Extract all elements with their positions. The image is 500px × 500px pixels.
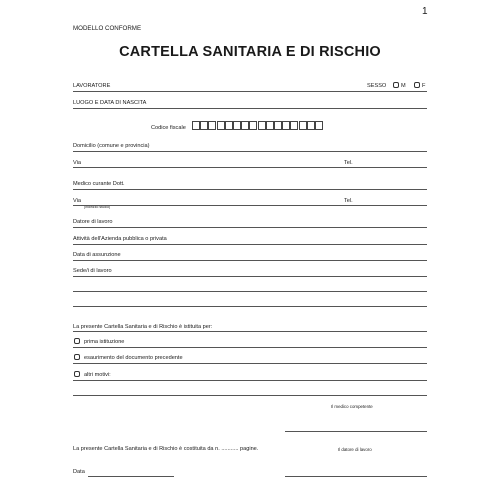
esaurimento-checkbox[interactable]: [74, 354, 80, 360]
domicilio-label: Domicilio (comune e provincia): [73, 143, 150, 149]
attivita-label: Attività dell'Azienda pubblica o privata: [73, 236, 167, 242]
codice-fiscale-char-box[interactable]: [233, 121, 241, 130]
pagine-text: pagine.: [240, 446, 259, 452]
esaurimento-label: esaurimento del documento precedente: [84, 355, 183, 361]
codice-fiscale-char-box[interactable]: [249, 121, 257, 130]
codice-fiscale-char-box[interactable]: [274, 121, 282, 130]
via-studio-label: Via: [73, 198, 81, 204]
codice-fiscale-char-box[interactable]: [241, 121, 249, 130]
via-label: Via: [73, 160, 81, 166]
lavoratore-label: LAVORATORE: [73, 83, 111, 89]
costituita-text: La presente Cartella Sanitaria e di Rischio è costituita da n.: [73, 446, 220, 452]
codice-fiscale-char-box[interactable]: [208, 121, 216, 130]
sede-line-2: [73, 291, 427, 292]
via-line: [73, 167, 427, 168]
datore-signature-line[interactable]: [285, 476, 427, 477]
datore-lavoro-label: Il datore di lavoro: [338, 447, 372, 452]
data-assunzione-label: Data di assunzione: [73, 252, 121, 258]
medico-curante-label: Medico curante Dott.: [73, 181, 125, 187]
istituzione-intro: La presente Cartella Sanitaria e di Rischio è istituita per:: [73, 324, 213, 330]
sede-label: Sede/i di lavoro: [73, 268, 112, 274]
luogo-data-line: [73, 108, 427, 109]
model-label: MODELLO CONFORME: [73, 25, 142, 32]
datore-label: Datore di lavoro: [73, 219, 113, 225]
istituzione-line: [73, 331, 427, 332]
codice-fiscale-char-box[interactable]: [217, 121, 225, 130]
lavoratore-line: [73, 91, 427, 92]
prima-istituzione-line: [73, 347, 427, 348]
indirizzo-studio-label: (indirizzo studio): [84, 205, 111, 209]
altri-motivi-checkbox[interactable]: [74, 371, 80, 377]
sesso-label: SESSO: [367, 83, 387, 89]
document-title: CARTELLA SANITARIA E DI RISCHIO: [119, 44, 381, 60]
prima-istituzione-checkbox[interactable]: [74, 338, 80, 344]
data-assunzione-line: [73, 260, 427, 261]
sex-f-label: F: [422, 83, 426, 89]
medico-signature-line[interactable]: [285, 431, 427, 432]
domicilio-line: [73, 151, 427, 152]
luogo-data-label: LUOGO E DATA DI NASCITA: [73, 100, 147, 106]
codice-fiscale-char-box[interactable]: [225, 121, 233, 130]
esaurimento-line: [73, 363, 427, 364]
codice-fiscale-char-box[interactable]: [266, 121, 274, 130]
sede-line-1: [73, 276, 427, 277]
codice-fiscale-char-box[interactable]: [315, 121, 323, 130]
codice-fiscale-label: Codice fiscale: [151, 125, 186, 131]
medico-competente-label: Il medico competente: [331, 404, 373, 409]
tel-studio-label: Tel.: [344, 198, 353, 204]
pages-blank[interactable]: ...........: [221, 446, 239, 452]
prima-istituzione-label: prima istituzione: [84, 339, 125, 345]
codice-fiscale-char-box[interactable]: [192, 121, 200, 130]
data-label: Data: [73, 469, 85, 475]
codice-fiscale-char-box[interactable]: [282, 121, 290, 130]
tel-label: Tel.: [344, 160, 353, 166]
altri-motivi-line: [73, 380, 427, 381]
codice-fiscale-char-box[interactable]: [200, 121, 208, 130]
datore-line: [73, 227, 427, 228]
sex-m-checkbox[interactable]: [393, 82, 399, 88]
via-studio-line: [73, 205, 427, 206]
data-line[interactable]: [88, 476, 174, 477]
codice-fiscale-char-box[interactable]: [299, 121, 307, 130]
sede-line-3: [73, 306, 427, 307]
sex-m-label: M: [401, 83, 406, 89]
codice-fiscale-char-box[interactable]: [307, 121, 315, 130]
codice-fiscale-char-box[interactable]: [290, 121, 298, 130]
medico-curante-line: [73, 189, 427, 190]
sex-f-checkbox[interactable]: [414, 82, 420, 88]
altri-motivi-line-2: [73, 395, 427, 396]
altri-motivi-label: altri motivi:: [84, 372, 111, 378]
page-number: 1: [422, 6, 428, 17]
codice-fiscale-char-box[interactable]: [258, 121, 266, 130]
attivita-line: [73, 244, 427, 245]
costituita-label: [73, 446, 258, 453]
